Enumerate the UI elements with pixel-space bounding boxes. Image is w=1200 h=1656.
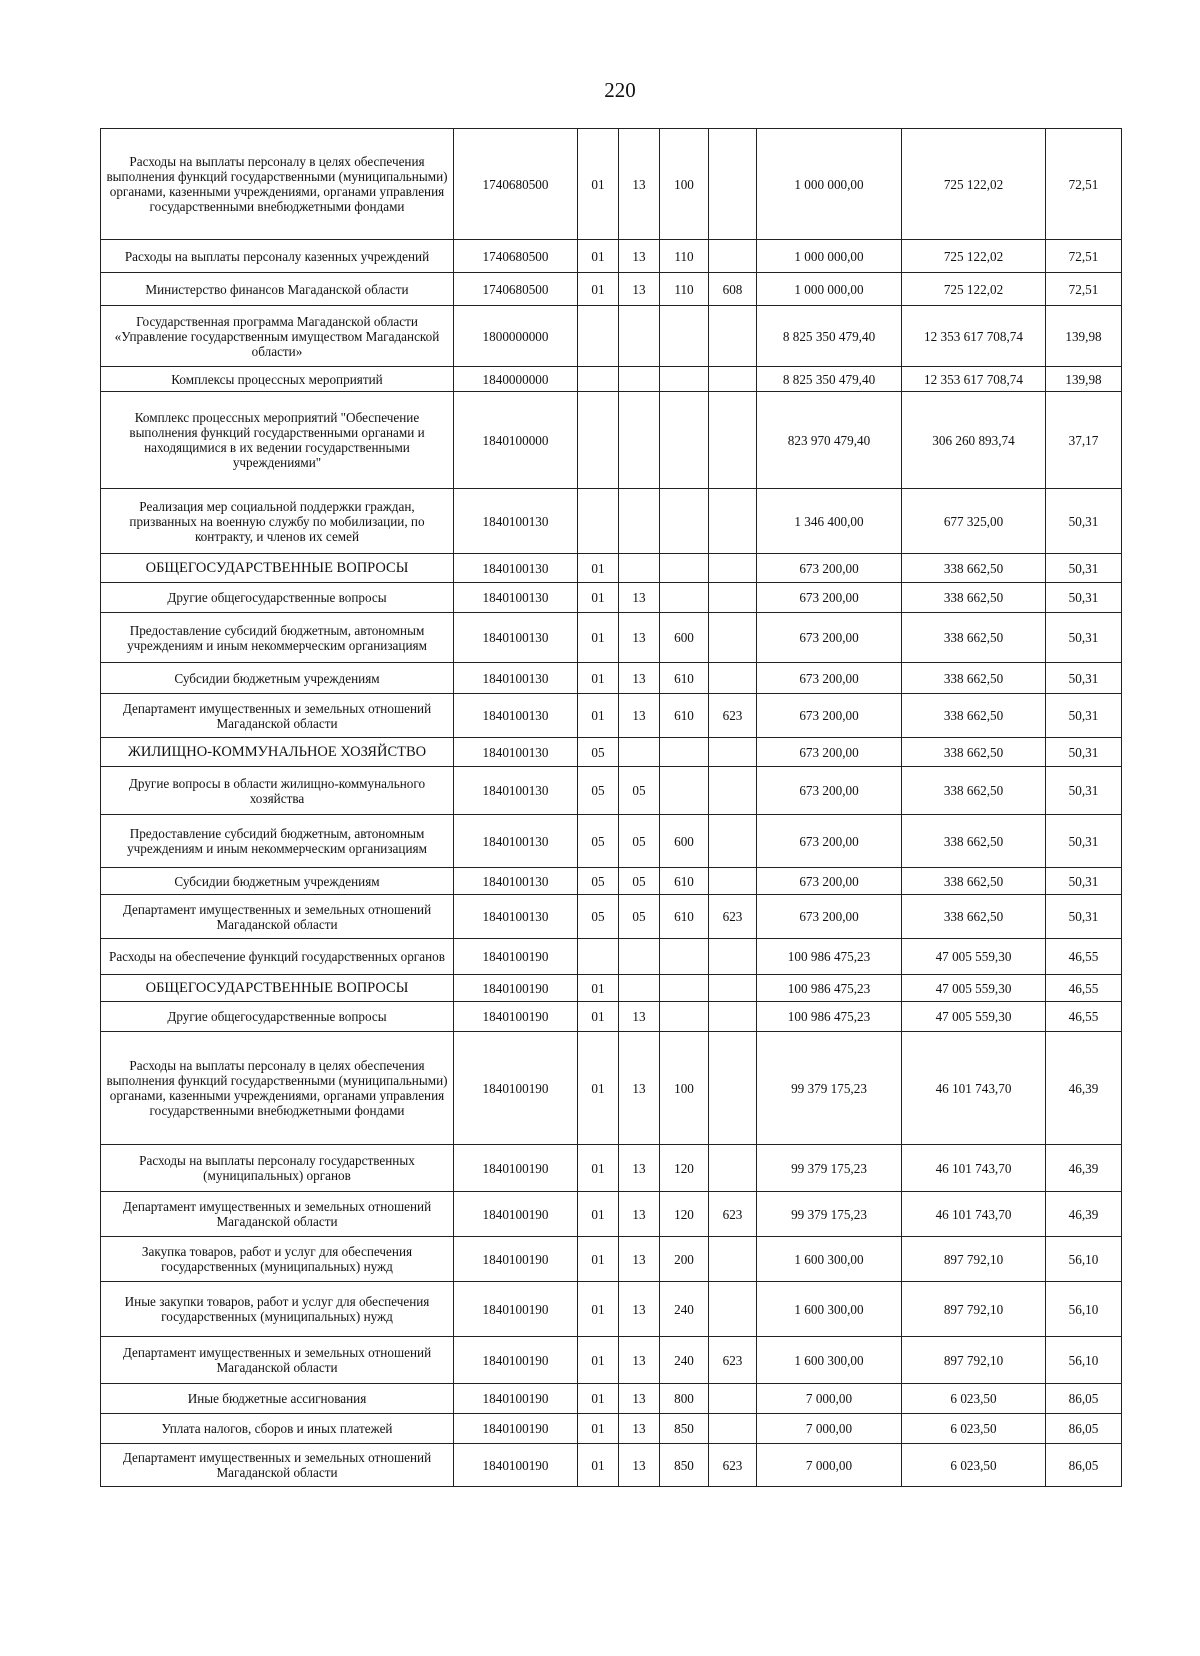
admin-code-cell — [709, 1237, 757, 1282]
target-article-cell: 1840100190 — [454, 1032, 578, 1145]
target-article-cell: 1840100130 — [454, 815, 578, 868]
target-article-cell: 1840100190 — [454, 1145, 578, 1192]
item-name-cell: Другие общегосударственные вопросы — [101, 1002, 454, 1032]
item-name-cell: Департамент имущественных и земельных отношений Магаданской области — [101, 694, 454, 738]
target-article-cell: 1840100130 — [454, 613, 578, 663]
expense-type-cell: 610 — [660, 868, 709, 895]
planned-amount-cell: 8 825 350 479,40 — [757, 306, 902, 367]
target-article-cell: 1840100190 — [454, 939, 578, 975]
admin-code-cell: 623 — [709, 694, 757, 738]
execution-percent-cell: 37,17 — [1046, 392, 1122, 489]
executed-amount-cell: 897 792,10 — [902, 1337, 1046, 1384]
target-article-cell: 1840100130 — [454, 694, 578, 738]
execution-percent-cell: 46,55 — [1046, 939, 1122, 975]
admin-code-cell: 623 — [709, 1192, 757, 1237]
planned-amount-cell: 1 600 300,00 — [757, 1282, 902, 1337]
executed-amount-cell: 897 792,10 — [902, 1237, 1046, 1282]
subsection-code-cell — [619, 392, 660, 489]
budget-execution-table — [100, 128, 1122, 1487]
admin-code-cell — [709, 1145, 757, 1192]
table-row — [101, 1444, 1122, 1487]
expense-type-cell: 240 — [660, 1282, 709, 1337]
section-code-cell: 05 — [578, 815, 619, 868]
executed-amount-cell: 12 353 617 708,74 — [902, 367, 1046, 392]
planned-amount-cell: 1 600 300,00 — [757, 1237, 902, 1282]
execution-percent-cell: 50,31 — [1046, 663, 1122, 694]
table-row — [101, 392, 1122, 489]
item-name-cell: Государственная программа Магаданской области «Управление государственным имуществом Магаданской области» — [101, 306, 454, 367]
execution-percent-cell: 50,31 — [1046, 583, 1122, 613]
section-code-cell — [578, 489, 619, 554]
expense-type-cell: 850 — [660, 1444, 709, 1487]
target-article-cell: 1800000000 — [454, 306, 578, 367]
execution-percent-cell: 86,05 — [1046, 1384, 1122, 1414]
expense-type-cell: 610 — [660, 694, 709, 738]
section-code-cell: 01 — [578, 1145, 619, 1192]
item-name-cell: Комплексы процессных мероприятий — [101, 367, 454, 392]
expense-type-cell — [660, 939, 709, 975]
admin-code-cell — [709, 306, 757, 367]
planned-amount-cell: 1 346 400,00 — [757, 489, 902, 554]
table-row — [101, 738, 1122, 767]
target-article-cell: 1840100130 — [454, 895, 578, 939]
admin-code-cell — [709, 975, 757, 1002]
admin-code-cell — [709, 613, 757, 663]
execution-percent-cell: 56,10 — [1046, 1337, 1122, 1384]
table-row — [101, 868, 1122, 895]
execution-percent-cell: 56,10 — [1046, 1237, 1122, 1282]
subsection-code-cell: 13 — [619, 1192, 660, 1237]
planned-amount-cell: 7 000,00 — [757, 1414, 902, 1444]
target-article-cell: 1840100000 — [454, 392, 578, 489]
admin-code-cell — [709, 815, 757, 868]
expense-type-cell: 850 — [660, 1414, 709, 1444]
table-row — [101, 613, 1122, 663]
admin-code-cell: 623 — [709, 1337, 757, 1384]
planned-amount-cell: 673 200,00 — [757, 767, 902, 815]
expense-type-cell: 610 — [660, 663, 709, 694]
section-code-cell: 01 — [578, 273, 619, 306]
section-code-cell: 01 — [578, 1384, 619, 1414]
subsection-code-cell: 13 — [619, 694, 660, 738]
section-code-cell: 01 — [578, 975, 619, 1002]
execution-percent-cell: 139,98 — [1046, 367, 1122, 392]
subsection-code-cell — [619, 489, 660, 554]
planned-amount-cell: 1 000 000,00 — [757, 240, 902, 273]
admin-code-cell — [709, 939, 757, 975]
section-code-cell: 01 — [578, 663, 619, 694]
section-code-cell: 01 — [578, 129, 619, 240]
planned-amount-cell: 673 200,00 — [757, 613, 902, 663]
execution-percent-cell: 72,51 — [1046, 129, 1122, 240]
table-row — [101, 1337, 1122, 1384]
subsection-code-cell — [619, 554, 660, 583]
item-name-cell: Департамент имущественных и земельных отношений Магаданской области — [101, 1192, 454, 1237]
target-article-cell: 1840100190 — [454, 1237, 578, 1282]
executed-amount-cell: 338 662,50 — [902, 895, 1046, 939]
item-name-cell: Расходы на выплаты персоналу казенных учреждений — [101, 240, 454, 273]
planned-amount-cell: 673 200,00 — [757, 895, 902, 939]
subsection-code-cell: 05 — [619, 868, 660, 895]
item-name-cell: Комплекс процессных мероприятий "Обеспечение выполнения функций государственными органами и находящимися в их ведении государственными учреждениями" — [101, 392, 454, 489]
item-name-cell: Уплата налогов, сборов и иных платежей — [101, 1414, 454, 1444]
subsection-code-cell: 13 — [619, 129, 660, 240]
item-name-cell: Субсидии бюджетным учреждениям — [101, 868, 454, 895]
item-name-cell: ОБЩЕГОСУДАРСТВЕННЫЕ ВОПРОСЫ — [101, 975, 454, 1002]
table-row — [101, 1002, 1122, 1032]
target-article-cell: 1840100190 — [454, 1337, 578, 1384]
planned-amount-cell: 99 379 175,23 — [757, 1145, 902, 1192]
item-name-cell: Расходы на выплаты персоналу в целях обеспечения выполнения функций государственными (муниципальными) органами, казенными учреждениями, органами управления государственными внебюджетными фондами — [101, 1032, 454, 1145]
subsection-code-cell — [619, 367, 660, 392]
expense-type-cell — [660, 1002, 709, 1032]
subsection-code-cell: 13 — [619, 1384, 660, 1414]
planned-amount-cell: 100 986 475,23 — [757, 1002, 902, 1032]
executed-amount-cell: 338 662,50 — [902, 868, 1046, 895]
planned-amount-cell: 673 200,00 — [757, 815, 902, 868]
target-article-cell: 1840100190 — [454, 1444, 578, 1487]
expense-type-cell: 110 — [660, 273, 709, 306]
executed-amount-cell: 338 662,50 — [902, 583, 1046, 613]
expense-type-cell — [660, 392, 709, 489]
section-code-cell: 01 — [578, 1444, 619, 1487]
executed-amount-cell: 46 101 743,70 — [902, 1192, 1046, 1237]
execution-percent-cell: 50,31 — [1046, 554, 1122, 583]
item-name-cell: Другие общегосударственные вопросы — [101, 583, 454, 613]
target-article-cell: 1840100130 — [454, 554, 578, 583]
expense-type-cell: 200 — [660, 1237, 709, 1282]
admin-code-cell — [709, 392, 757, 489]
table-row — [101, 1414, 1122, 1444]
target-article-cell: 1840100190 — [454, 975, 578, 1002]
section-code-cell: 01 — [578, 1282, 619, 1337]
planned-amount-cell: 673 200,00 — [757, 583, 902, 613]
subsection-code-cell — [619, 306, 660, 367]
executed-amount-cell: 46 101 743,70 — [902, 1032, 1046, 1145]
section-code-cell: 01 — [578, 554, 619, 583]
executed-amount-cell: 338 662,50 — [902, 663, 1046, 694]
subsection-code-cell: 13 — [619, 1337, 660, 1384]
execution-percent-cell: 86,05 — [1046, 1444, 1122, 1487]
table-row — [101, 240, 1122, 273]
admin-code-cell: 623 — [709, 1444, 757, 1487]
admin-code-cell — [709, 367, 757, 392]
executed-amount-cell: 338 662,50 — [902, 613, 1046, 663]
execution-percent-cell: 46,55 — [1046, 975, 1122, 1002]
execution-percent-cell: 46,39 — [1046, 1145, 1122, 1192]
target-article-cell: 1840100130 — [454, 738, 578, 767]
section-code-cell — [578, 306, 619, 367]
admin-code-cell — [709, 583, 757, 613]
subsection-code-cell: 13 — [619, 273, 660, 306]
target-article-cell: 1740680500 — [454, 273, 578, 306]
expense-type-cell — [660, 306, 709, 367]
table-row — [101, 583, 1122, 613]
execution-percent-cell: 50,31 — [1046, 815, 1122, 868]
table-row — [101, 1282, 1122, 1337]
table-row — [101, 1032, 1122, 1145]
section-code-cell: 05 — [578, 767, 619, 815]
expense-type-cell — [660, 975, 709, 1002]
planned-amount-cell: 673 200,00 — [757, 554, 902, 583]
target-article-cell: 1840100190 — [454, 1192, 578, 1237]
target-article-cell: 1840000000 — [454, 367, 578, 392]
subsection-code-cell: 13 — [619, 1444, 660, 1487]
section-code-cell: 01 — [578, 1237, 619, 1282]
target-article-cell: 1740680500 — [454, 240, 578, 273]
section-code-cell: 01 — [578, 694, 619, 738]
table-row — [101, 554, 1122, 583]
subsection-code-cell: 13 — [619, 1282, 660, 1337]
target-article-cell: 1840100190 — [454, 1384, 578, 1414]
subsection-code-cell: 13 — [619, 1032, 660, 1145]
expense-type-cell — [660, 738, 709, 767]
planned-amount-cell: 1 600 300,00 — [757, 1337, 902, 1384]
expense-type-cell — [660, 367, 709, 392]
section-code-cell: 01 — [578, 1192, 619, 1237]
section-code-cell: 01 — [578, 1414, 619, 1444]
section-code-cell: 01 — [578, 1337, 619, 1384]
table-row — [101, 489, 1122, 554]
admin-code-cell: 608 — [709, 273, 757, 306]
planned-amount-cell: 1 000 000,00 — [757, 273, 902, 306]
section-code-cell: 01 — [578, 240, 619, 273]
admin-code-cell — [709, 554, 757, 583]
executed-amount-cell: 897 792,10 — [902, 1282, 1046, 1337]
target-article-cell: 1840100190 — [454, 1282, 578, 1337]
subsection-code-cell: 13 — [619, 1145, 660, 1192]
executed-amount-cell: 338 662,50 — [902, 815, 1046, 868]
planned-amount-cell: 100 986 475,23 — [757, 939, 902, 975]
table-row — [101, 975, 1122, 1002]
table-row — [101, 1145, 1122, 1192]
subsection-code-cell — [619, 975, 660, 1002]
item-name-cell: ОБЩЕГОСУДАРСТВЕННЫЕ ВОПРОСЫ — [101, 554, 454, 583]
expense-type-cell — [660, 489, 709, 554]
subsection-code-cell: 13 — [619, 613, 660, 663]
executed-amount-cell: 338 662,50 — [902, 767, 1046, 815]
page-number: 220 — [604, 78, 636, 102]
item-name-cell: Предоставление субсидий бюджетным, автономным учреждениям и иным некоммерческим организациям — [101, 815, 454, 868]
target-article-cell: 1840100130 — [454, 489, 578, 554]
target-article-cell: 1840100130 — [454, 868, 578, 895]
execution-percent-cell: 46,55 — [1046, 1002, 1122, 1032]
expense-type-cell: 800 — [660, 1384, 709, 1414]
execution-percent-cell: 50,31 — [1046, 489, 1122, 554]
executed-amount-cell: 6 023,50 — [902, 1384, 1046, 1414]
planned-amount-cell: 99 379 175,23 — [757, 1032, 902, 1145]
table-row — [101, 895, 1122, 939]
executed-amount-cell: 6 023,50 — [902, 1414, 1046, 1444]
admin-code-cell — [709, 1384, 757, 1414]
planned-amount-cell: 673 200,00 — [757, 738, 902, 767]
execution-percent-cell: 46,39 — [1046, 1192, 1122, 1237]
executed-amount-cell: 12 353 617 708,74 — [902, 306, 1046, 367]
section-code-cell: 01 — [578, 583, 619, 613]
expense-type-cell: 120 — [660, 1145, 709, 1192]
item-name-cell: Иные закупки товаров, работ и услуг для обеспечения государственных (муниципальных) нужд — [101, 1282, 454, 1337]
execution-percent-cell: 86,05 — [1046, 1414, 1122, 1444]
subsection-code-cell — [619, 939, 660, 975]
executed-amount-cell: 306 260 893,74 — [902, 392, 1046, 489]
planned-amount-cell: 99 379 175,23 — [757, 1192, 902, 1237]
executed-amount-cell: 47 005 559,30 — [902, 939, 1046, 975]
item-name-cell: Департамент имущественных и земельных отношений Магаданской области — [101, 1337, 454, 1384]
expense-type-cell: 100 — [660, 129, 709, 240]
target-article-cell: 1840100190 — [454, 1414, 578, 1444]
section-code-cell: 05 — [578, 738, 619, 767]
subsection-code-cell: 05 — [619, 815, 660, 868]
subsection-code-cell: 13 — [619, 1237, 660, 1282]
execution-percent-cell: 46,39 — [1046, 1032, 1122, 1145]
admin-code-cell — [709, 868, 757, 895]
admin-code-cell — [709, 240, 757, 273]
execution-percent-cell: 50,31 — [1046, 767, 1122, 815]
item-name-cell: Предоставление субсидий бюджетным, автономным учреждениям и иным некоммерческим организациям — [101, 613, 454, 663]
executed-amount-cell: 6 023,50 — [902, 1444, 1046, 1487]
item-name-cell: Министерство финансов Магаданской области — [101, 273, 454, 306]
admin-code-cell — [709, 663, 757, 694]
executed-amount-cell: 338 662,50 — [902, 554, 1046, 583]
item-name-cell: Иные бюджетные ассигнования — [101, 1384, 454, 1414]
table-row — [101, 1384, 1122, 1414]
planned-amount-cell: 7 000,00 — [757, 1384, 902, 1414]
expense-type-cell: 240 — [660, 1337, 709, 1384]
subsection-code-cell: 13 — [619, 1002, 660, 1032]
table-row — [101, 939, 1122, 975]
subsection-code-cell: 05 — [619, 767, 660, 815]
admin-code-cell — [709, 1032, 757, 1145]
expense-type-cell — [660, 767, 709, 815]
item-name-cell: Департамент имущественных и земельных отношений Магаданской области — [101, 1444, 454, 1487]
item-name-cell: ЖИЛИЩНО-КОММУНАЛЬНОЕ ХОЗЯЙСТВО — [101, 738, 454, 767]
subsection-code-cell: 13 — [619, 240, 660, 273]
planned-amount-cell: 823 970 479,40 — [757, 392, 902, 489]
execution-percent-cell: 50,31 — [1046, 694, 1122, 738]
expense-type-cell: 120 — [660, 1192, 709, 1237]
table-row — [101, 129, 1122, 240]
executed-amount-cell: 725 122,02 — [902, 240, 1046, 273]
section-code-cell: 01 — [578, 1032, 619, 1145]
executed-amount-cell: 338 662,50 — [902, 694, 1046, 738]
expense-type-cell: 610 — [660, 895, 709, 939]
execution-percent-cell: 50,31 — [1046, 613, 1122, 663]
execution-percent-cell: 50,31 — [1046, 895, 1122, 939]
item-name-cell: Реализация мер социальной поддержки граждан, призванных на военную службу по мобилизации, по контракту, и членов их семей — [101, 489, 454, 554]
table-row — [101, 694, 1122, 738]
subsection-code-cell: 13 — [619, 1414, 660, 1444]
section-code-cell: 05 — [578, 895, 619, 939]
planned-amount-cell: 8 825 350 479,40 — [757, 367, 902, 392]
execution-percent-cell: 50,31 — [1046, 868, 1122, 895]
item-name-cell: Другие вопросы в области жилищно-коммунального хозяйства — [101, 767, 454, 815]
subsection-code-cell: 13 — [619, 583, 660, 613]
admin-code-cell — [709, 1414, 757, 1444]
executed-amount-cell: 677 325,00 — [902, 489, 1046, 554]
expense-type-cell: 100 — [660, 1032, 709, 1145]
subsection-code-cell — [619, 738, 660, 767]
execution-percent-cell: 50,31 — [1046, 738, 1122, 767]
target-article-cell: 1840100130 — [454, 767, 578, 815]
planned-amount-cell: 100 986 475,23 — [757, 975, 902, 1002]
item-name-cell: Департамент имущественных и земельных отношений Магаданской области — [101, 895, 454, 939]
target-article-cell: 1740680500 — [454, 129, 578, 240]
section-code-cell — [578, 392, 619, 489]
section-code-cell: 05 — [578, 868, 619, 895]
planned-amount-cell: 673 200,00 — [757, 663, 902, 694]
table-row — [101, 1192, 1122, 1237]
planned-amount-cell: 7 000,00 — [757, 1444, 902, 1487]
admin-code-cell — [709, 129, 757, 240]
execution-percent-cell: 72,51 — [1046, 273, 1122, 306]
execution-percent-cell: 139,98 — [1046, 306, 1122, 367]
target-article-cell: 1840100130 — [454, 663, 578, 694]
table-row — [101, 663, 1122, 694]
admin-code-cell — [709, 1002, 757, 1032]
table-row — [101, 273, 1122, 306]
subsection-code-cell: 13 — [619, 663, 660, 694]
execution-percent-cell: 56,10 — [1046, 1282, 1122, 1337]
expense-type-cell: 600 — [660, 613, 709, 663]
admin-code-cell: 623 — [709, 895, 757, 939]
item-name-cell: Закупка товаров, работ и услуг для обеспечения государственных (муниципальных) нужд — [101, 1237, 454, 1282]
table-row — [101, 306, 1122, 367]
table-row — [101, 767, 1122, 815]
table-row — [101, 367, 1122, 392]
executed-amount-cell: 725 122,02 — [902, 273, 1046, 306]
item-name-cell: Субсидии бюджетным учреждениям — [101, 663, 454, 694]
target-article-cell: 1840100190 — [454, 1002, 578, 1032]
item-name-cell: Расходы на обеспечение функций государственных органов — [101, 939, 454, 975]
table-row — [101, 1237, 1122, 1282]
executed-amount-cell: 338 662,50 — [902, 738, 1046, 767]
table-row — [101, 815, 1122, 868]
execution-percent-cell: 72,51 — [1046, 240, 1122, 273]
section-code-cell — [578, 367, 619, 392]
executed-amount-cell: 46 101 743,70 — [902, 1145, 1046, 1192]
executed-amount-cell: 47 005 559,30 — [902, 975, 1046, 1002]
planned-amount-cell: 673 200,00 — [757, 694, 902, 738]
expense-type-cell: 110 — [660, 240, 709, 273]
planned-amount-cell: 673 200,00 — [757, 868, 902, 895]
expense-type-cell — [660, 583, 709, 613]
subsection-code-cell: 05 — [619, 895, 660, 939]
planned-amount-cell: 1 000 000,00 — [757, 129, 902, 240]
admin-code-cell — [709, 738, 757, 767]
executed-amount-cell: 725 122,02 — [902, 129, 1046, 240]
expense-type-cell — [660, 554, 709, 583]
table-body — [101, 129, 1122, 1487]
section-code-cell — [578, 939, 619, 975]
section-code-cell: 01 — [578, 613, 619, 663]
executed-amount-cell: 47 005 559,30 — [902, 1002, 1046, 1032]
admin-code-cell — [709, 1282, 757, 1337]
section-code-cell: 01 — [578, 1002, 619, 1032]
expense-type-cell: 600 — [660, 815, 709, 868]
item-name-cell: Расходы на выплаты персоналу государственных (муниципальных) органов — [101, 1145, 454, 1192]
item-name-cell: Расходы на выплаты персоналу в целях обеспечения выполнения функций государственными (муниципальными) органами, казенными учреждениями, органами управления государственными внебюджетными фондами — [101, 129, 454, 240]
admin-code-cell — [709, 489, 757, 554]
target-article-cell: 1840100130 — [454, 583, 578, 613]
admin-code-cell — [709, 767, 757, 815]
